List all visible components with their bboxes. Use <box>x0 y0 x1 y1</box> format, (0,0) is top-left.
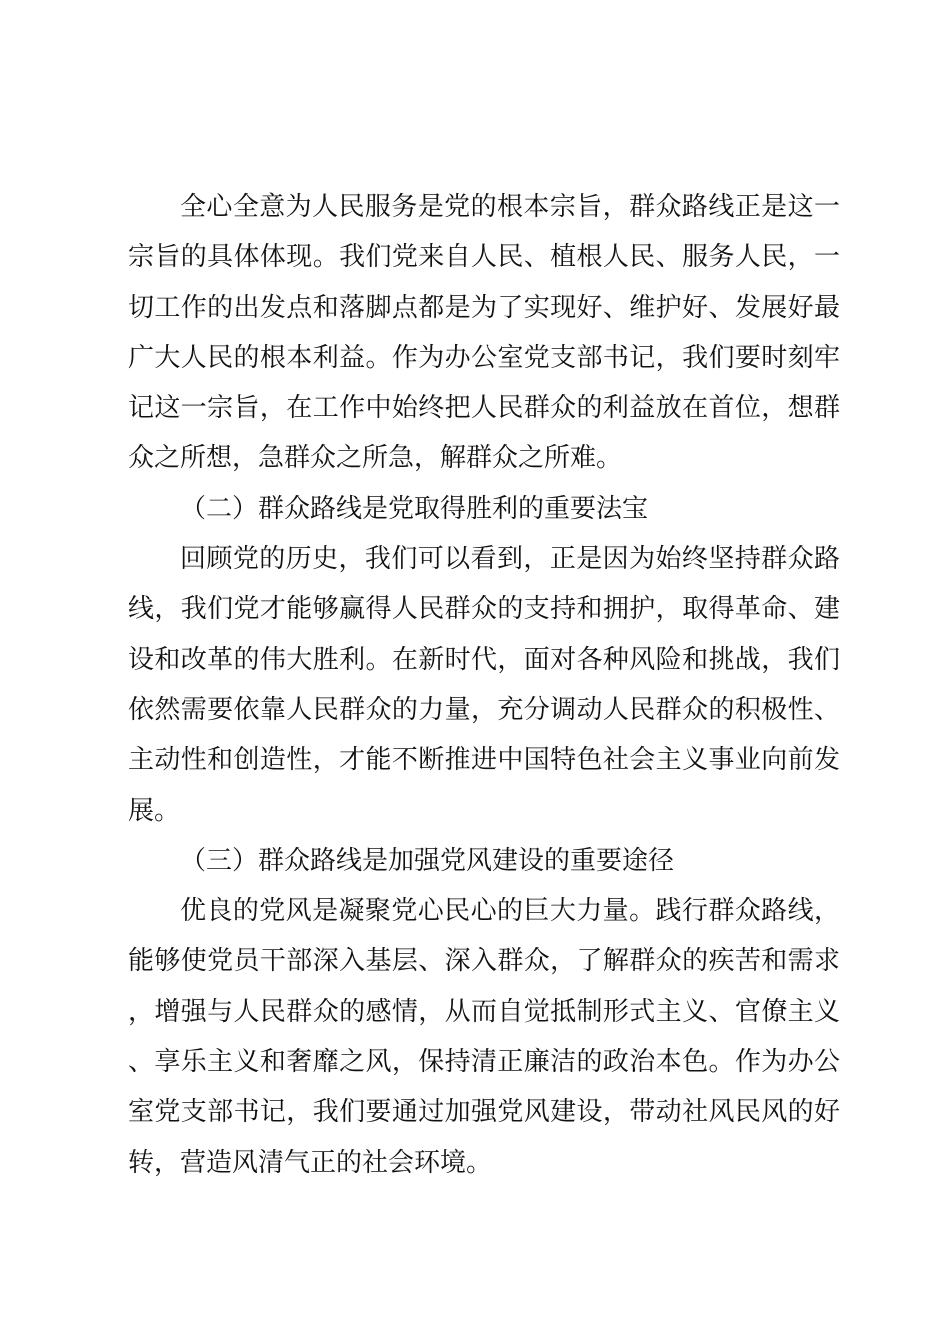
paragraph-party-history: 回顾党的历史，我们可以看到，正是因为始终坚持群众路线，我们党才能够赢得人民群众的支持和拥护，取得革命、建设和改革的伟大胜利。在新时代，面对各种风险和挑战，我们依然需要依靠人民群众的力量，充分调动人民群众的积极性、主动性和创造性，才能不断推进中国特色社会主义事业向前发展。 <box>128 544 840 826</box>
section-heading-3: （三）群众路线是加强党风建设的重要途径 <box>180 845 675 876</box>
paragraph-party-style: 优良的党风是凝聚党心民心的巨大力量。践行群众路线，能够使党员干部深入基层、深入群众，了解群众的疾苦和需求，增强与人民群众的感情，从而自觉抵制形式主义、官僚主义、享乐主义和奢靡之风，保持清正廉洁的政治本色。作为办公室党支部书记，我们要通过加强党风建设，带动社风民风的好转，营造风清气正的社会环境。 <box>128 896 840 1178</box>
document-body <box>128 182 840 1188</box>
section-heading-2: （二）群众路线是党取得胜利的重要法宝 <box>180 493 649 524</box>
paragraph-party-purpose: 全心全意为人民服务是党的根本宗旨，群众路线正是这一宗旨的具体体现。我们党来自人民、植根人民、服务人民，一切工作的出发点和落脚点都是为了实现好、维护好、发展好最广大人民的根本利益。作为办公室党支部书记，我们要时刻牢记这一宗旨，在工作中始终把人民群众的利益放在首位，想群众之所想，急群众之所急，解群众之所难。 <box>128 192 840 474</box>
